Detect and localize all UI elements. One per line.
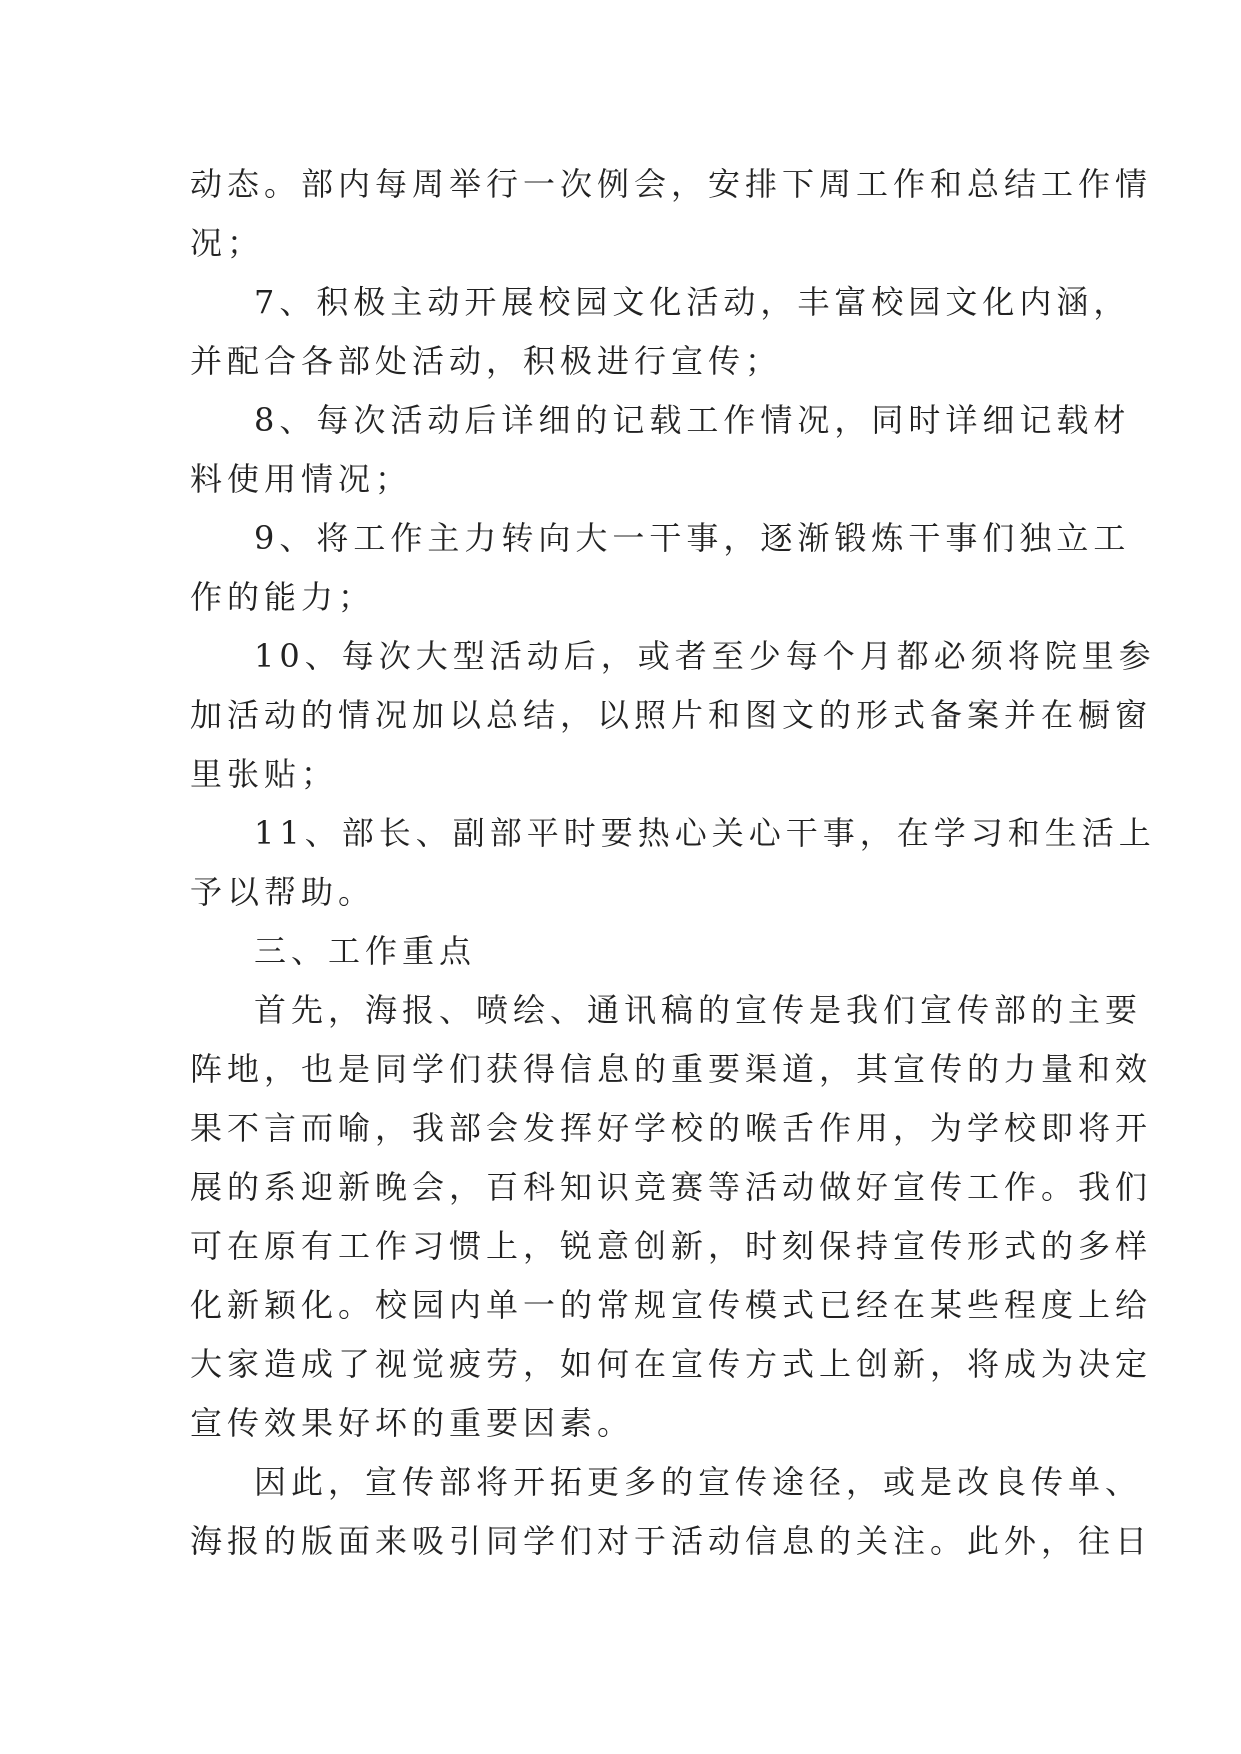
paragraph-start: 因此，宣传部将开拓更多的宣传途径，或是改良传单、 xyxy=(254,1463,1143,1501)
body-line: 大家造成了视觉疲劳，如何在宣传方式上创新，将成为决定 xyxy=(190,1345,1153,1383)
body-line: 展的系迎新晚会，百科知识竞赛等活动做好宣传工作。我们 xyxy=(190,1168,1153,1206)
body-line: 料使用情况； xyxy=(190,460,413,498)
list-item-9: 9、将工作主力转向大一干事，逐渐锻炼干事们独立工 xyxy=(254,519,1131,557)
list-item-11: 11、部长、副部平时要热心关心干事，在学习和生活上 xyxy=(254,814,1156,852)
list-item-8: 8、每次活动后详细的记载工作情况，同时详细记载材 xyxy=(254,401,1131,439)
body-line: 里张贴； xyxy=(190,755,339,793)
body-line: 作的能力； xyxy=(190,578,376,616)
body-line: 予以帮助。 xyxy=(190,873,376,911)
list-item-7: 7、积极主动开展校园文化活动，丰富校园文化内涵， xyxy=(254,283,1131,321)
body-line: 海报的版面来吸引同学们对于活动信息的关注。此外，往日 xyxy=(190,1522,1153,1560)
body-line: 化新颖化。校园内单一的常规宣传模式已经在某些程度上给 xyxy=(190,1286,1153,1324)
body-line: 并配合各部处活动，积极进行宣传； xyxy=(190,342,783,380)
body-line: 果不言而喻，我部会发挥好学校的喉舌作用，为学校即将开 xyxy=(190,1109,1153,1147)
document-body xyxy=(190,155,1156,1571)
body-line: 动态。部内每周举行一次例会，安排下周工作和总结工作情 xyxy=(190,165,1153,203)
section-heading: 三、工作重点 xyxy=(254,932,477,970)
body-line: 加活动的情况加以总结，以照片和图文的形式备案并在橱窗 xyxy=(190,696,1153,734)
body-line: 况； xyxy=(190,224,265,262)
body-line: 可在原有工作习惯上，锐意创新，时刻保持宣传形式的多样 xyxy=(190,1227,1153,1265)
list-item-10: 10、每次大型活动后，或者至少每个月都必须将院里参 xyxy=(254,637,1156,675)
body-line: 宣传效果好坏的重要因素。 xyxy=(190,1404,635,1442)
body-line: 阵地，也是同学们获得信息的重要渠道，其宣传的力量和效 xyxy=(190,1050,1153,1088)
paragraph-start: 首先，海报、喷绘、通讯稿的宣传是我们宣传部的主要 xyxy=(254,991,1143,1029)
